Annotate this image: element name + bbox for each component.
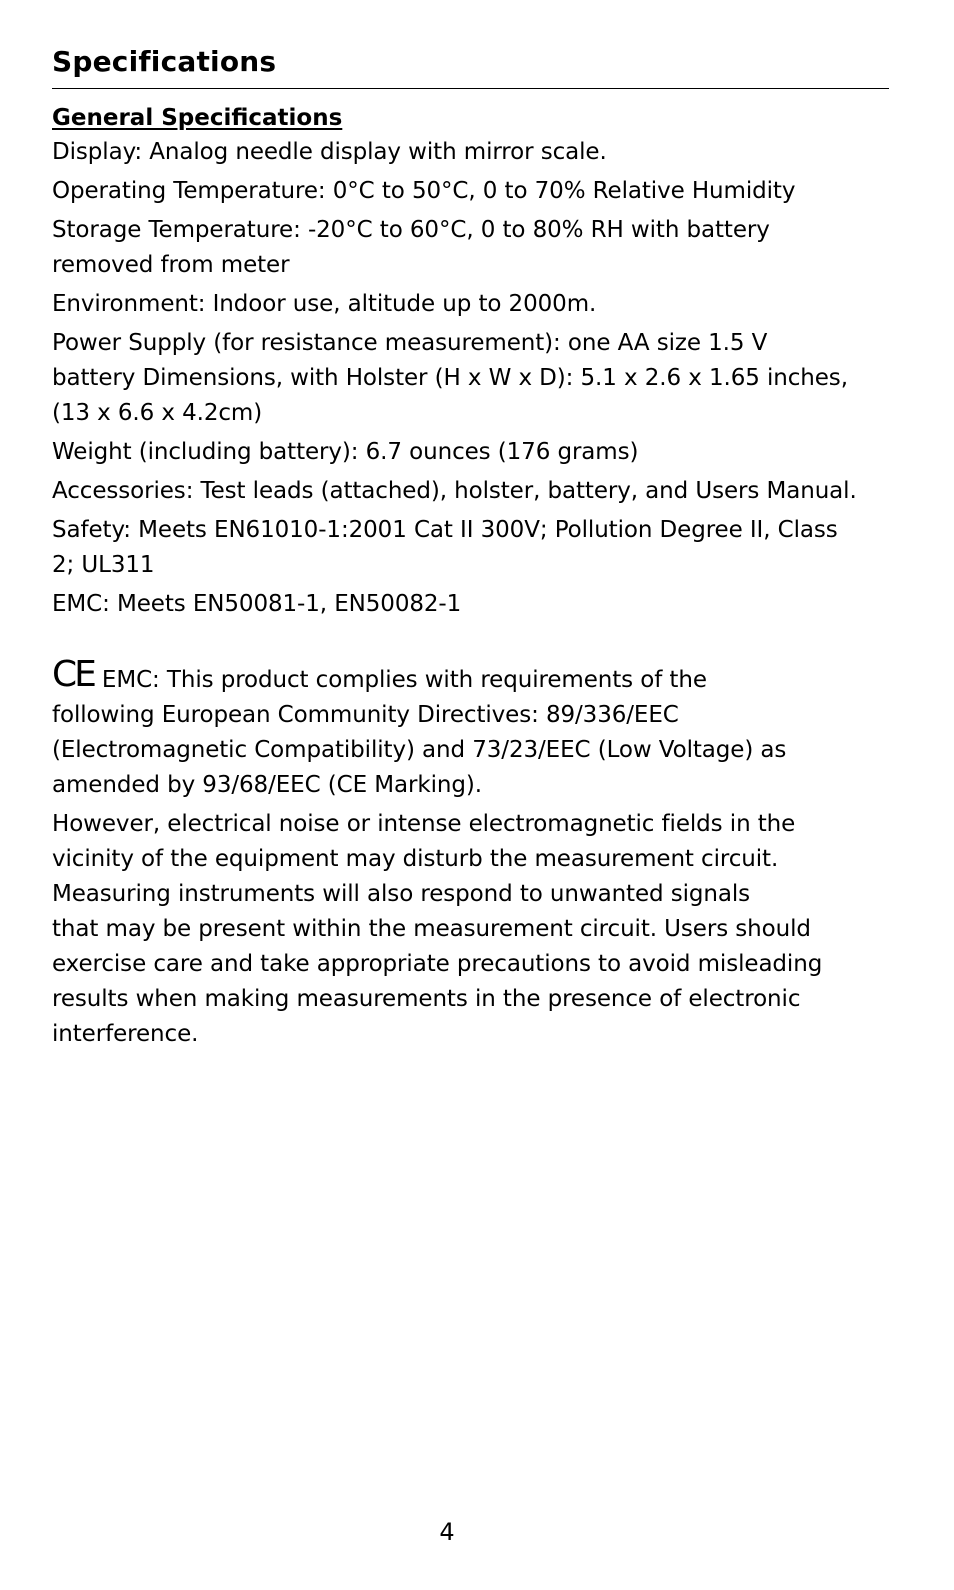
ce-compliance-text: EMC: This product complies with requirements of the following European Community Directives: 89/336/EEC (Electromagnetic Compatibility) and 73/23/EEC (Low Voltage) as amended by 93/68/EEC (CE Marking).: [52, 667, 787, 798]
spec-accessories: Accessories: Test leads (attached), holster, battery, and Users Manual.: [52, 478, 857, 504]
spec-operating-temperature: Operating Temperature: 0°C to 50°C, 0 to 70% Relative Humidity: [52, 178, 796, 204]
general-specifications-heading: General Specifications: [52, 105, 343, 131]
page-number: 4: [439, 1518, 455, 1546]
interference-paragraph: However, electrical noise or intense electromagnetic fields in the vicinity of the equipment may disturb the measurement circuit. Measuring instruments will also respond to unwanted signals that may be present within the measurement circuit. Users should exercise care and take appropriate precautions to avoid misleading results when making measurements in the presence of electronic interference.: [52, 811, 823, 1047]
spec-storage-temperature: Storage Temperature: -20°C to 60°C, 0 to 80% RH with battery removed from meter: [52, 217, 770, 278]
spec-emc: EMC: Meets EN50081-1, EN50082-1: [52, 591, 462, 617]
spec-power-supply: Power Supply (for resistance measurement): one AA size 1.5 V battery Dimensions, with Holster (H x W x D): 5.1 x 2.6 x 1.65 inches, (13 x 6.6 x 4.2cm): [52, 330, 848, 426]
spec-weight: Weight (including battery): 6.7 ounces (176 grams): [52, 439, 639, 465]
spec-display: Display: Analog needle display with mirror scale.: [52, 139, 607, 165]
ce-compliance-paragraph: [52, 654, 889, 803]
page-title: Specifications: [52, 42, 889, 89]
ce-mark-icon: CE: [52, 654, 94, 695]
spec-safety: Safety: Meets EN61010-1:2001 Cat II 300V; Pollution Degree II, Class 2; UL311: [52, 517, 838, 578]
spec-list: [52, 135, 889, 622]
document-page: [52, 42, 889, 1052]
spec-environment: Environment: Indoor use, altitude up to 2000m.: [52, 291, 597, 317]
